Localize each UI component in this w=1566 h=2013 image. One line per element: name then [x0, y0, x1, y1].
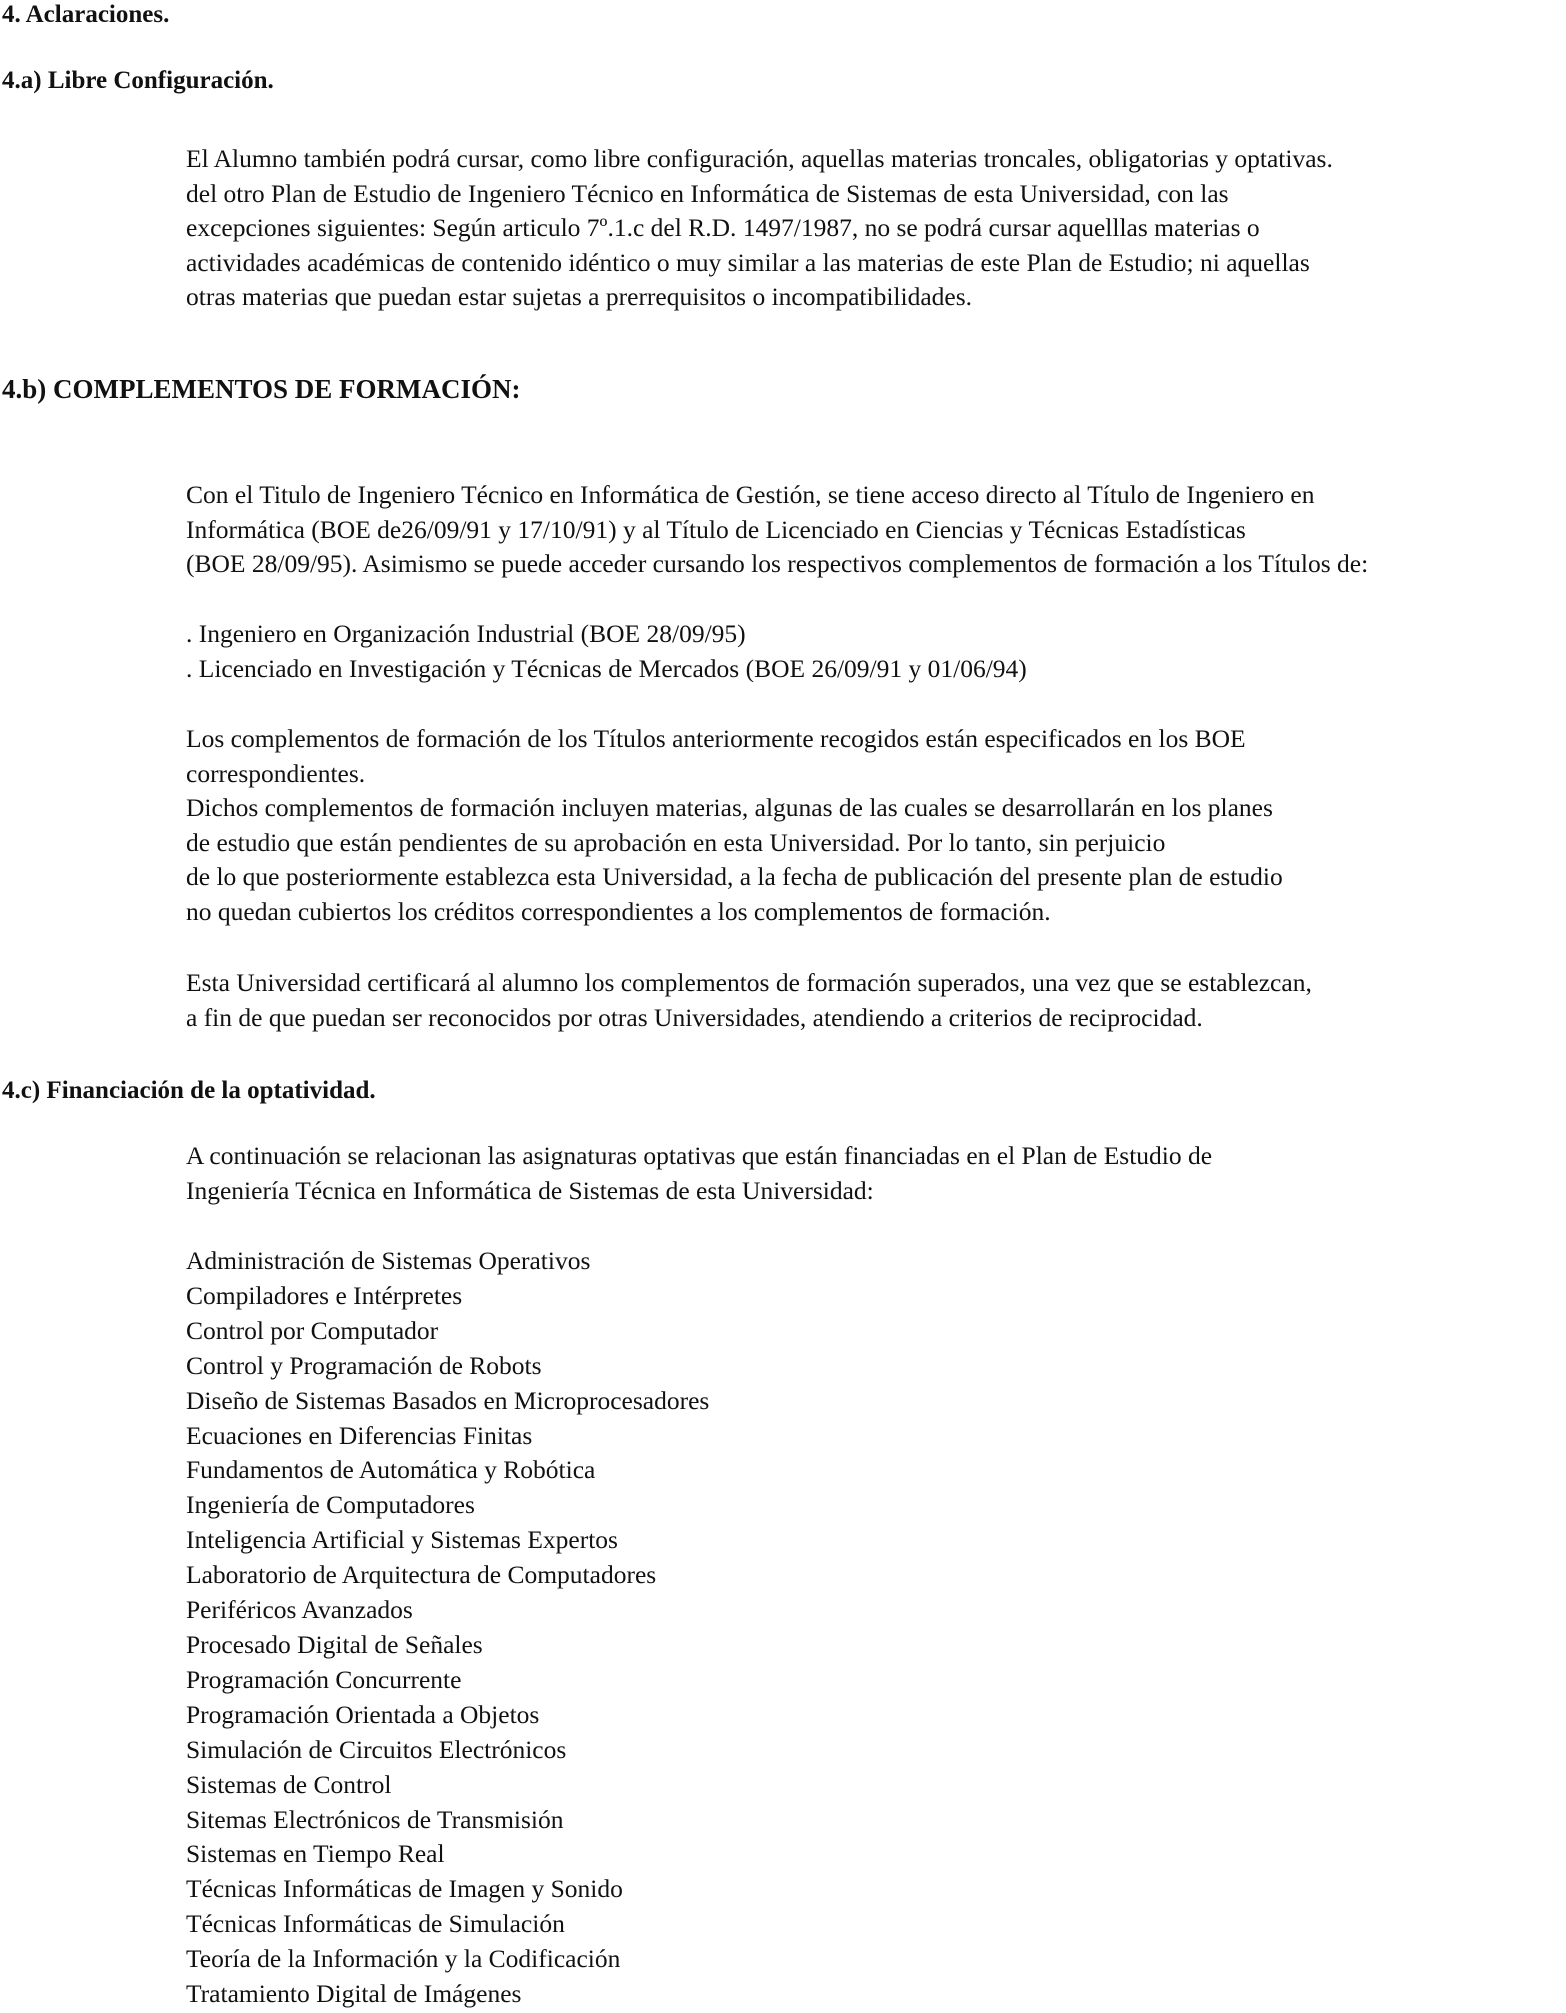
- certificacion-paragraph: [186, 966, 1312, 1035]
- titles-list: [186, 617, 1027, 686]
- paragraph-line: Informática (BOE de26/09/91 y 17/10/91) y al Título de Licenciado en Ciencias y Técnicas Estadísticas: [186, 514, 1246, 544]
- paragraph-line: otras materias que puedan estar sujetas a prerrequisitos o incompatibilidades.: [186, 282, 973, 311]
- subject-item: Periféricos Avanzados: [186, 1595, 413, 1625]
- subject-item: Ecuaciones en Diferencias Finitas: [186, 1420, 533, 1450]
- paragraph-line: El Alumno también podrá cursar, como libre configuración, aquellas materias troncales, obligatorias y optativas.: [186, 144, 1333, 173]
- paragraph-line: de lo que posteriormente establezca esta Universidad, a la fecha de publicación del presente plan de estudio: [186, 862, 1283, 891]
- subjects-list: [186, 1244, 709, 2012]
- subject-item: Diseño de Sistemas Basados en Microprocesadores: [186, 1385, 710, 1415]
- paragraph-line: Ingeniería Técnica en Informática de Sistemas de esta Universidad:: [186, 1175, 874, 1205]
- subject-item: Técnicas Informáticas de Simulación: [186, 1909, 565, 1939]
- subject-item: Compiladores e Intérpretes: [186, 1280, 463, 1310]
- paragraph-line: correspondientes.: [186, 758, 366, 788]
- complementos-detail-paragraph: [186, 722, 1283, 929]
- paragraph-line: excepciones siguientes: Según articulo 7º.1.c del R.D. 1497/1987, no se podrá cursar aquelllas materias o: [186, 213, 1260, 242]
- title-item: . Ingeniero en Organización Industrial (BOE 28/09/95): [186, 619, 746, 648]
- paragraph-line: Los complementos de formación de los Títulos anteriormente recogidos están especificados en los BOE: [186, 724, 1246, 753]
- optatividad-intro-paragraph: [186, 1139, 1212, 1208]
- subject-item: Control y Programación de Robots: [186, 1350, 542, 1380]
- paragraph-line: (BOE 28/09/95). Asimismo se puede acceder cursando los respectivos complementos de formación a los Títulos de:: [186, 549, 1369, 578]
- libre-configuracion-paragraph: [186, 142, 1333, 315]
- subject-item: Simulación de Circuitos Electrónicos: [186, 1734, 567, 1764]
- subject-item: Sistemas en Tiempo Real: [186, 1839, 445, 1869]
- subject-item: Teoría de la Información y la Codificación: [186, 1944, 621, 1974]
- subject-item: Técnicas Informáticas de Imagen y Sonido: [186, 1874, 623, 1904]
- subject-item: Sistemas de Control: [186, 1769, 392, 1799]
- subject-item: Administración de Sistemas Operativos: [186, 1246, 591, 1275]
- subject-item: Laboratorio de Arquitectura de Computadores: [186, 1560, 657, 1590]
- paragraph-line: Con el Titulo de Ingeniero Técnico en Informática de Gestión, se tiene acceso directo al Título de Ingeniero en: [186, 480, 1315, 509]
- title-item: . Licenciado en Investigación y Técnicas de Mercados (BOE 26/09/91 y 01/06/94): [186, 653, 1027, 683]
- subject-item: Control por Computador: [186, 1315, 439, 1345]
- paragraph-line: a fin de que puedan ser reconocidos por otras Universidades, atendiendo a criterios de reciprocidad.: [186, 1002, 1203, 1032]
- paragraph-line: del otro Plan de Estudio de Ingeniero Técnico en Informática de Sistemas de esta Universidad, con las: [186, 178, 1229, 208]
- section-4-heading: 4. Aclaraciones.: [2, 1, 170, 28]
- subject-item: Procesado Digital de Señales: [186, 1629, 483, 1659]
- subject-item: Fundamentos de Automática y Robótica: [186, 1455, 596, 1485]
- subject-item: Sitemas Electrónicos de Transmisión: [186, 1804, 564, 1834]
- paragraph-line: actividades académicas de contenido idéntico o muy similar a las materias de este Plan de Estudio; ni aquellas: [186, 247, 1310, 277]
- subject-item: Programación Concurrente: [186, 1664, 462, 1694]
- paragraph-line: A continuación se relacionan las asignaturas optativas que están financiadas en el Plan de Estudio de: [186, 1141, 1213, 1170]
- section-4c-heading: 4.c) Financiación de la optatividad.: [2, 1077, 376, 1104]
- complementos-intro-paragraph: [186, 478, 1368, 582]
- paragraph-line: Esta Universidad certificará al alumno los complementos de formación superados, una vez que se establezcan,: [186, 968, 1312, 997]
- paragraph-line: no quedan cubiertos los créditos correspondientes a los complementos de formación.: [186, 896, 1051, 926]
- subject-item: Programación Orientada a Objetos: [186, 1699, 540, 1729]
- subject-item: Tratamiento Digital de Imágenes: [186, 1979, 522, 2009]
- section-4a-heading: 4.a) Libre Configuración.: [2, 67, 274, 94]
- paragraph-line: Dichos complementos de formación incluyen materias, algunas de las cuales se desarrollarán en los planes: [186, 793, 1273, 822]
- section-4b-heading: 4.b) COMPLEMENTOS DE FORMACIÓN:: [2, 374, 521, 404]
- subject-item: Ingeniería de Computadores: [186, 1490, 475, 1520]
- paragraph-line: de estudio que están pendientes de su aprobación en esta Universidad. Por lo tanto, sin perjuicio: [186, 827, 1166, 857]
- subject-item: Inteligencia Artificial y Sistemas Expertos: [186, 1525, 618, 1555]
